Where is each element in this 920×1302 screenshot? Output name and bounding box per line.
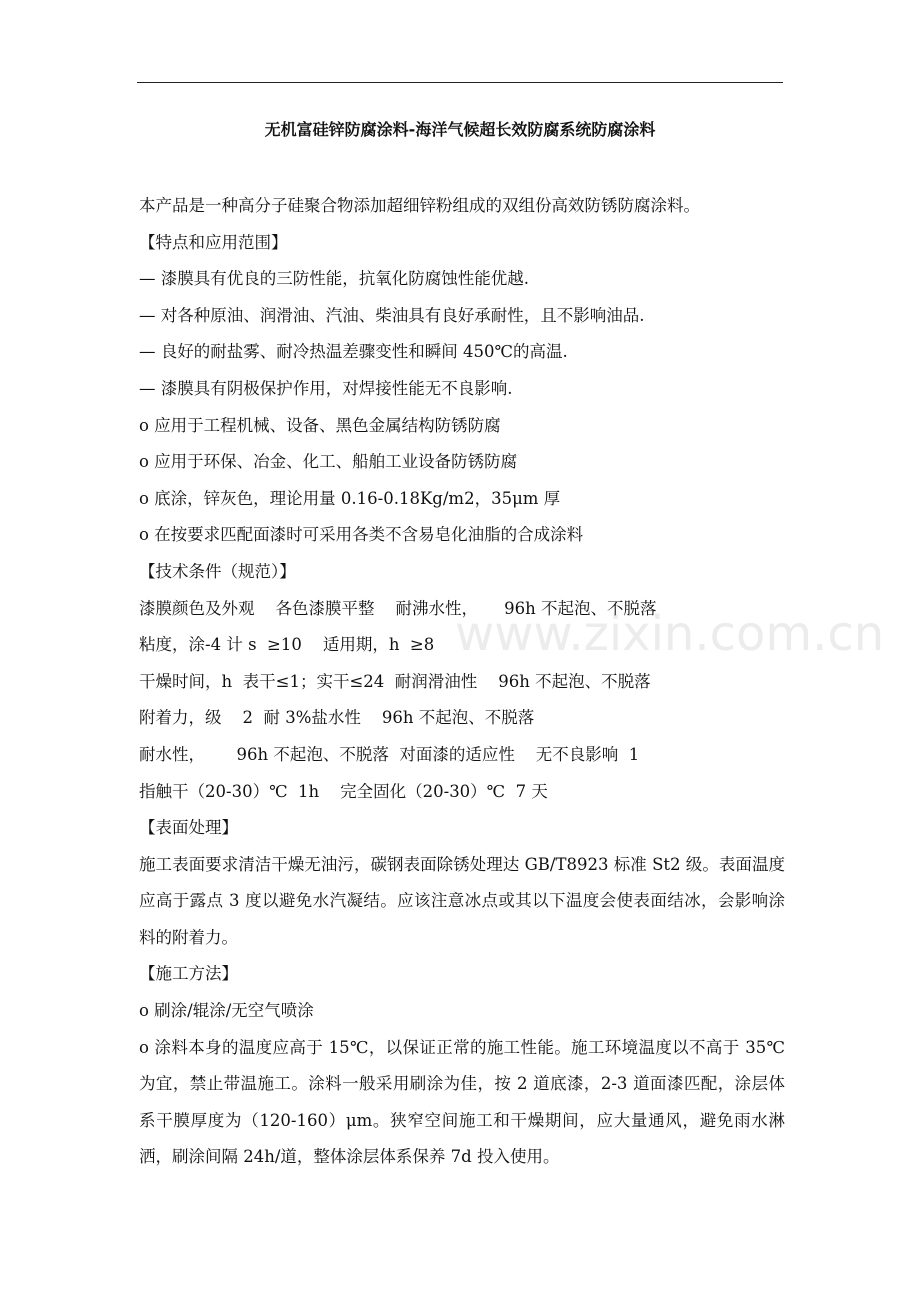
- feature-item: — 对各种原油、润滑油、汽油、柴油具有良好承耐性，且不影响油品.: [139, 305, 645, 325]
- feature-item: o 应用于环保、冶金、化工、船舶工业设备防锈防腐: [139, 452, 518, 472]
- watermark: www.zixin.com.cn: [455, 606, 885, 662]
- section-heading-surface: 【表面处理】: [139, 818, 238, 838]
- surface-paragraph: 施工表面要求清洁干燥无油污，碳钢表面除锈处理达 GB/T8923 标准 St2 级。表面温度应高于露点 3 度以避免水汽凝结。应该注意冰点或其以下温度会使表面结冰，会影响涂料的附着力。: [139, 854, 785, 947]
- section-heading-specs: 【技术条件（规范）】: [139, 561, 296, 581]
- feature-item: o 在按要求匹配面漆时可采用各类不含易皂化油脂的合成涂料: [139, 525, 584, 545]
- feature-item: — 漆膜具有阴极保护作用，对焊接性能无不良影响.: [139, 378, 513, 398]
- spec-line: 干燥时间，h 表干≤1；实干≤24 耐润滑油性 96h 不起泡、不脱落: [139, 671, 651, 691]
- spec-line: 漆膜颜色及外观 各色漆膜平整 耐沸水性， 96h 不起泡、不脱落: [139, 598, 657, 618]
- document-body: [139, 188, 785, 1176]
- spec-line: 附着力，级 2 耐 3%盐水性 96h 不起泡、不脱落: [139, 708, 535, 728]
- spec-line: 指触干（20-30）℃ 1h 完全固化（20-30）℃ 7 天: [139, 781, 548, 801]
- feature-item: o 应用于工程机械、设备、黑色金属结构防锈防腐: [139, 415, 501, 435]
- intro-paragraph: 本产品是一种高分子硅聚合物添加超细锌粉组成的双组份高效防锈防腐涂料。: [139, 196, 700, 215]
- feature-item: — 良好的耐盐雾、耐冷热温差骤变性和瞬间 450℃的高温.: [139, 342, 568, 362]
- section-heading-method: 【施工方法】: [139, 964, 238, 984]
- document-title: 无机富硅锌防腐涂料-海洋气候超长效防腐系统防腐涂料: [264, 120, 656, 139]
- method-item: o 刷涂/辊涂/无空气喷涂: [139, 1001, 314, 1021]
- section-heading-features: 【特点和应用范围】: [139, 232, 288, 252]
- spec-line: 耐水性， 96h 不起泡、不脱落 对面漆的适应性 无不良影响 1: [139, 744, 640, 764]
- feature-item: — 漆膜具有优良的三防性能，抗氧化防腐蚀性能优越.: [139, 269, 529, 289]
- feature-item: o 底涂，锌灰色，理论用量 0.16-0.18Kg/m2，35μm 厚: [139, 488, 561, 508]
- method-paragraph: o 涂料本身的温度应高于 15℃，以保证正常的施工性能。施工环境温度以不高于 35℃为宜，禁止带温施工。涂料一般采用刷涂为佳，按 2 道底漆，2-3 道面漆匹配，涂层体系干膜厚度为（120-160）μm。狭窄空间施工和干燥期间，应大量通风，避免雨水淋洒，刷涂间隔 24h/道，整体涂层体系保养 7d 投入使用。: [139, 1037, 785, 1167]
- spec-line: 粘度，涂-4 计 s ≥10 适用期，h ≥8: [139, 635, 435, 655]
- header-rule: [137, 82, 783, 83]
